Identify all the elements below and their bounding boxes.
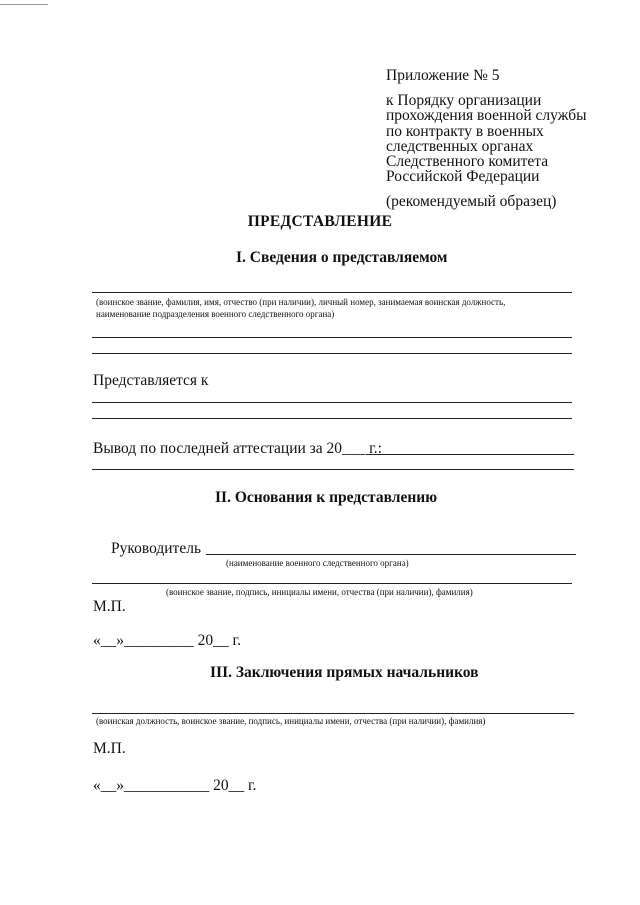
header-line: Российской Федерации	[386, 168, 540, 186]
header-line: следственных органах	[386, 137, 534, 155]
attestation-line	[366, 454, 574, 455]
header-line: Следственного комитета	[386, 153, 549, 171]
header-line: прохождения военной службы	[386, 107, 587, 125]
person-caption-2: наименование подразделения военного следственного органа)	[96, 309, 335, 319]
signature-caption: (воинское звание, подпись, инициалы имени, отчества (при наличии), фамилия)	[166, 587, 473, 597]
stamp-label: М.П.	[93, 740, 126, 757]
chief-line	[92, 713, 574, 714]
date-field: «__»___________ 20__ г.	[93, 777, 257, 794]
section2-heading: II. Основания к представлению	[215, 489, 438, 506]
blank-line	[92, 337, 572, 338]
date-field: «__»_________ 20__ г.	[93, 632, 241, 649]
appendix-number: Приложение № 5	[386, 67, 500, 84]
presented-line	[92, 402, 572, 403]
signature-line	[92, 583, 572, 584]
attestation-label: Вывод по последней аттестации за 20___ г.:	[93, 440, 382, 457]
stamp-label: М.П.	[93, 598, 126, 615]
blank-line	[92, 469, 574, 470]
person-line	[92, 292, 572, 293]
blank-line	[92, 418, 572, 419]
sample-note: (рекомендуемый образец)	[386, 193, 557, 211]
presented-label: Представляется к	[93, 372, 209, 389]
section3-heading: III. Заключения прямых начальников	[210, 664, 479, 681]
header-line: по контракту в военных	[386, 122, 544, 140]
org-caption: (наименование военного следственного органа)	[226, 558, 409, 568]
person-caption-1: (воинское звание, фамилия, имя, отчество (при наличии), личный номер, занимаемая воинская должность,	[96, 297, 506, 307]
header-line: к Порядку организации	[386, 92, 542, 110]
appendix-header	[386, 68, 606, 210]
scan-edge-mark	[0, 4, 48, 5]
blank-line	[92, 353, 572, 354]
head-label: Руководитель	[111, 540, 202, 557]
document-title: ПРЕДСТАВЛЕНИЕ	[247, 213, 393, 230]
chief-caption: (воинская должность, воинское звание, подпись, инициалы имени, отчества (при наличии), фамилия)	[96, 716, 486, 726]
org-line	[206, 554, 576, 555]
section1-heading: I. Сведения о представляемом	[236, 249, 448, 266]
